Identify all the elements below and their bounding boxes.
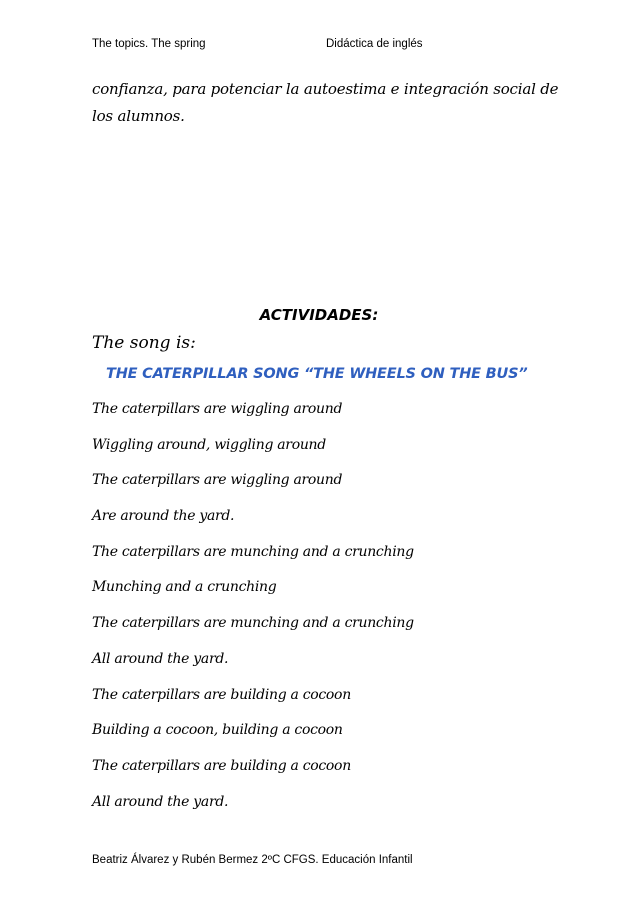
- lyrics-list: [92, 396, 414, 824]
- lyric-line: The caterpillars are wiggling around: [92, 401, 343, 417]
- header-left: The topics. The spring: [92, 38, 206, 50]
- lyric-line: The caterpillars are wiggling around: [92, 472, 343, 489]
- footer: Beatriz Álvarez y Rubén Bermez 2ºC CFGS. Educación Infantil: [92, 854, 413, 866]
- song-intro: The song is:: [92, 333, 196, 353]
- lyric-line: The caterpillars are munching and a crunching: [92, 615, 414, 632]
- lyric-line: Are around the yard.: [92, 508, 235, 525]
- intro-paragraph: confianza, para potenciar la autoestima e integración social de los alumnos.: [92, 80, 559, 125]
- lyric-line: All around the yard.: [92, 650, 229, 667]
- lyric-line: Wiggling around, wiggling around: [92, 436, 326, 453]
- lyric-line: The caterpillars are building a cocoon: [92, 686, 351, 703]
- header-right: Didáctica de inglés: [326, 38, 423, 50]
- lyric-line: The caterpillars are building a cocoon: [92, 757, 351, 774]
- section-heading: ACTIVIDADES:: [259, 306, 379, 324]
- lyric-line: The caterpillars are munching and a crunching: [92, 543, 414, 560]
- song-title: THE CATERPILLAR SONG “THE WHEELS ON THE BUS”: [106, 366, 528, 382]
- lyric-line: Building a cocoon, building a cocoon: [92, 722, 343, 739]
- lyric-line: All around the yard.: [92, 793, 229, 810]
- lyric-line: Munching and a crunching: [92, 579, 277, 596]
